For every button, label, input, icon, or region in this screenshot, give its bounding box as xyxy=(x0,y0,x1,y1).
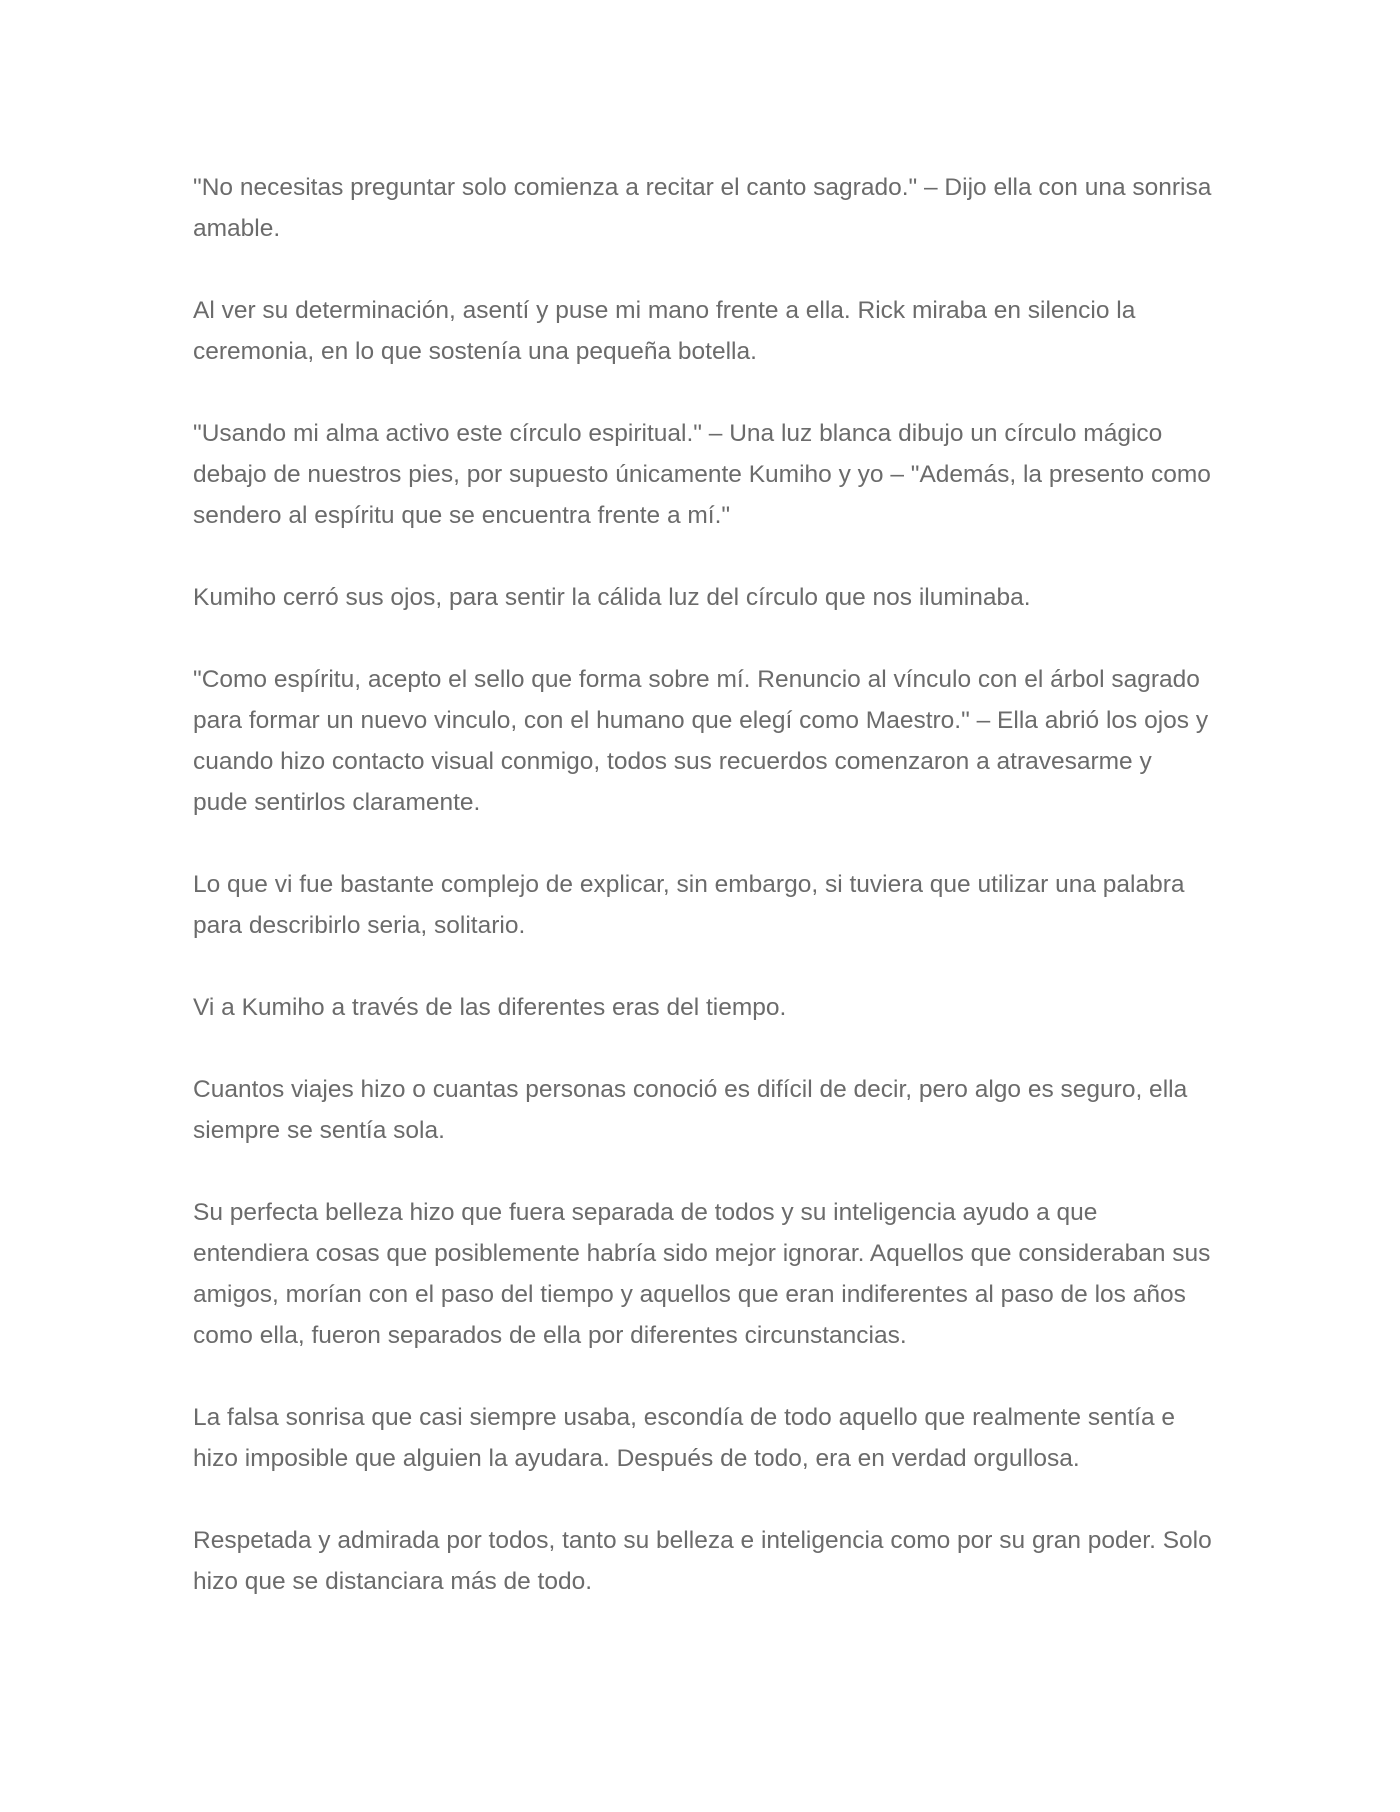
paragraph: Respetada y admirada por todos, tanto su belleza e inteligencia como por su gran poder. Solo hizo que se distanciara más de todo. xyxy=(193,1527,1212,1595)
paragraph: Al ver su determinación, asentí y puse mi mano frente a ella. Rick miraba en silencio la ceremonia, en lo que sostenía una pequeña botella. xyxy=(193,297,1136,365)
paragraph: La falsa sonrisa que casi siempre usaba, escondía de todo aquello que realmente sentía e hizo imposible que alguien la ayudara. Después de todo, era en verdad orgullosa. xyxy=(193,1404,1175,1472)
paragraph: "Usando mi alma activo este círculo espiritual." – Una luz blanca dibujo un círculo mágico debajo de nuestros pies, por supuesto únicamente Kumiho y yo – "Además, la presento como sendero al espíritu que se encuentra frente a mí." xyxy=(193,420,1211,529)
paragraph: Cuantos viajes hizo o cuantas personas conoció es difícil de decir, pero algo es seguro, ella siempre se sentía sola. xyxy=(193,1076,1188,1144)
document-body xyxy=(193,167,1213,1643)
paragraph: "Como espíritu, acepto el sello que forma sobre mí. Renuncio al vínculo con el árbol sagrado para formar un nuevo vinculo, con el humano que elegí como Maestro." – Ella abrió los ojos y cuando hizo contacto visual conmigo, todos sus recuerdos comenzaron a atravesarme y pude sentirlos claramente. xyxy=(193,666,1209,816)
paragraph: Vi a Kumiho a través de las diferentes eras del tiempo. xyxy=(193,994,787,1021)
paragraph: Su perfecta belleza hizo que fuera separada de todos y su inteligencia ayudo a que entendiera cosas que posiblemente habría sido mejor ignorar. Aquellos que consideraban sus amigos, morían con el paso del tiempo y aquellos que eran indiferentes al paso de los años como ella, fueron separados de ella por diferentes circunstancias. xyxy=(193,1199,1211,1349)
paragraph: Kumiho cerró sus ojos, para sentir la cálida luz del círculo que nos iluminaba. xyxy=(193,584,1031,611)
paragraph: "No necesitas preguntar solo comienza a recitar el canto sagrado." – Dijo ella con una sonrisa amable. xyxy=(193,174,1212,242)
paragraph: Lo que vi fue bastante complejo de explicar, sin embargo, si tuviera que utilizar una palabra para describirlo seria, solitario. xyxy=(193,871,1185,939)
